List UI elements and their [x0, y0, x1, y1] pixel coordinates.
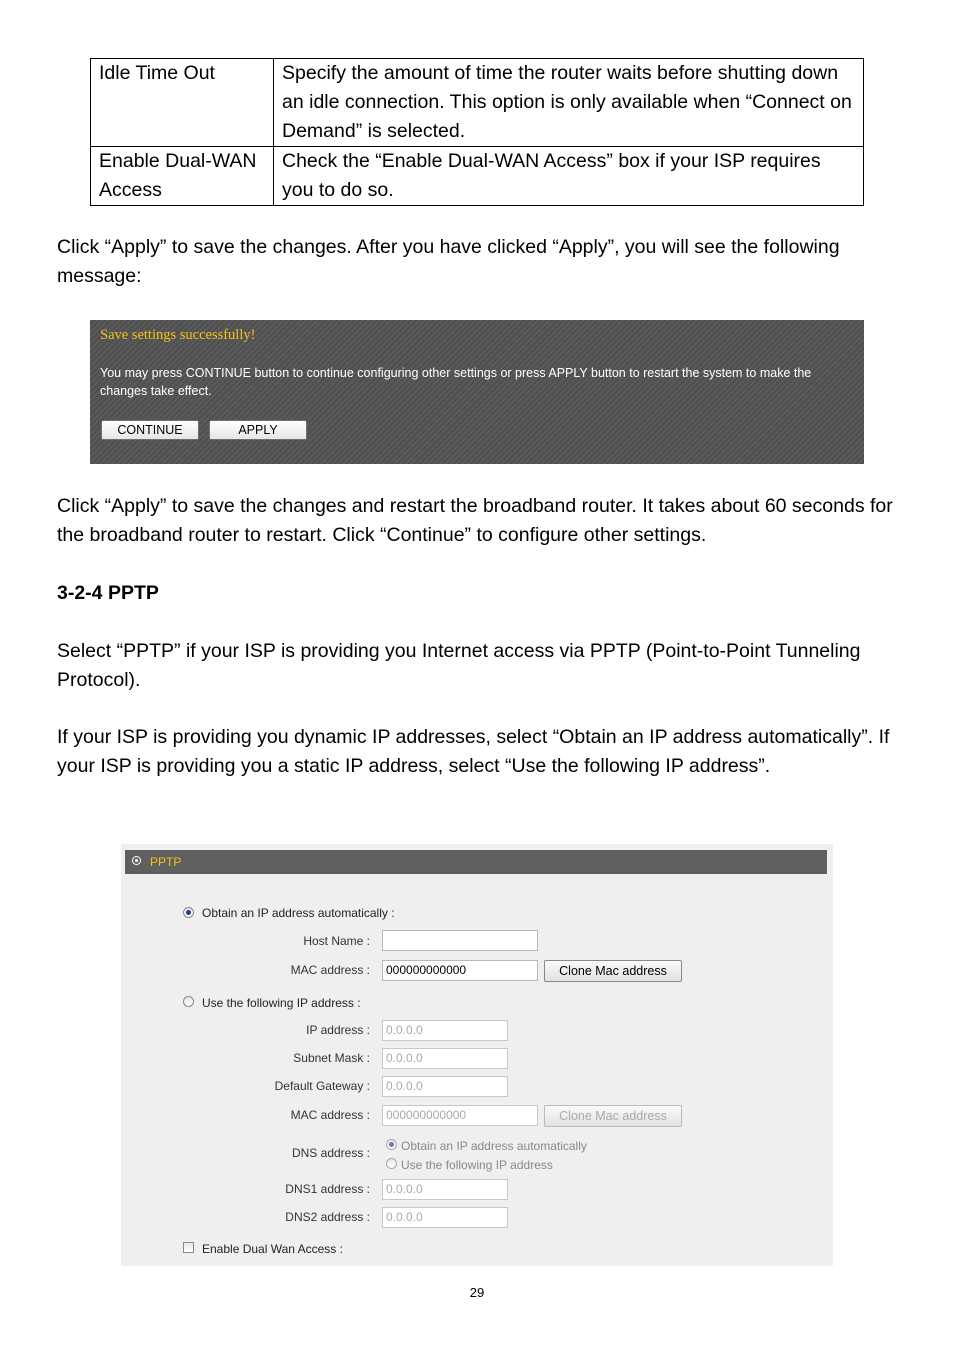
description-cell: Check the “Enable Dual-WAN Access” box if your ISP requires you to do so.: [274, 147, 864, 206]
term-cell: Idle Time Out: [91, 59, 274, 147]
dns-auto-radio[interactable]: [386, 1139, 397, 1150]
apply-button[interactable]: APPLY: [209, 420, 307, 440]
dns-manual-label: Use the following IP address: [401, 1158, 553, 1172]
dns2-address-input[interactable]: 0.0.0.0: [382, 1207, 508, 1228]
mac-address-input[interactable]: 000000000000: [382, 960, 538, 981]
subnet-mask-label: Subnet Mask :: [293, 1051, 370, 1065]
paragraph-apply-intro: Click “Apply” to save the changes. After you have clicked “Apply”, you will see the following message:: [57, 236, 840, 287]
paragraph-pptp-intro: Select “PPTP” if your ISP is providing you Internet access via PPTP (Point-to-Point Tunneling Protocol).: [57, 640, 861, 691]
subnet-mask-input[interactable]: 0.0.0.0: [382, 1048, 508, 1069]
message-title: Save settings successfully!: [100, 327, 256, 343]
dns-manual-radio[interactable]: [386, 1158, 397, 1169]
page-number: 29: [469, 1285, 485, 1300]
dual-wan-label: Enable Dual Wan Access :: [202, 1242, 343, 1256]
paragraph-apply-restart: Click “Apply” to save the changes and restart the broadband router. It takes about 60 seconds for the broadband router to restart. Click “Continue” to configure other settings.: [57, 495, 893, 546]
default-gateway-input[interactable]: 0.0.0.0: [382, 1076, 508, 1097]
definition-table: [90, 58, 864, 206]
term-cell: Enable Dual-WAN Access: [91, 147, 274, 206]
dns1-address-label: DNS1 address :: [285, 1182, 370, 1196]
paragraph-ip-options: If your ISP is providing you dynamic IP addresses, select “Obtain an IP address automatically”. If your ISP is providing you a static IP address, select “Use the following IP address”.: [57, 726, 890, 777]
pptp-header[interactable]: [125, 850, 827, 874]
dns1-address-input[interactable]: 0.0.0.0: [382, 1179, 508, 1200]
table-row: [91, 147, 864, 206]
dns2-address-label: DNS2 address :: [285, 1210, 370, 1224]
description-cell: Specify the amount of time the router waits before shutting down an idle connection. This option is only available when “Connect on Demand” is selected.: [274, 59, 864, 147]
static-clone-mac-button[interactable]: Clone Mac address: [544, 1105, 682, 1127]
use-following-label: Use the following IP address :: [202, 996, 361, 1010]
radio-selected-icon: [132, 856, 141, 865]
save-message-box: [90, 320, 864, 464]
host-name-label: Host Name :: [303, 934, 370, 948]
dns-address-label: DNS address :: [291, 1146, 370, 1160]
pptp-panel: [121, 844, 833, 1266]
use-following-radio[interactable]: [183, 996, 194, 1007]
pptp-header-label: PPTP: [150, 855, 182, 869]
mac-address-label: MAC address :: [290, 963, 370, 977]
section-heading: 3-2-4 PPTP: [57, 582, 159, 604]
dns-auto-label: Obtain an IP address automatically: [401, 1139, 587, 1153]
ip-address-label: IP address :: [306, 1023, 370, 1037]
continue-button[interactable]: CONTINUE: [101, 420, 199, 440]
obtain-auto-radio[interactable]: [183, 907, 194, 918]
host-name-input[interactable]: [382, 930, 538, 951]
clone-mac-button[interactable]: Clone Mac address: [544, 960, 682, 982]
message-body: You may press CONTINUE button to continue configuring other settings or press APPLY button to restart the system to make the changes take effect.: [100, 366, 812, 398]
static-mac-address-input[interactable]: 000000000000: [382, 1105, 538, 1126]
ip-address-input[interactable]: 0.0.0.0: [382, 1020, 508, 1041]
default-gateway-label: Default Gateway :: [274, 1079, 370, 1093]
obtain-auto-label: Obtain an IP address automatically :: [202, 906, 395, 920]
dual-wan-checkbox[interactable]: [183, 1242, 194, 1253]
table-row: [91, 59, 864, 147]
mac-address-label: MAC address :: [290, 1108, 370, 1122]
